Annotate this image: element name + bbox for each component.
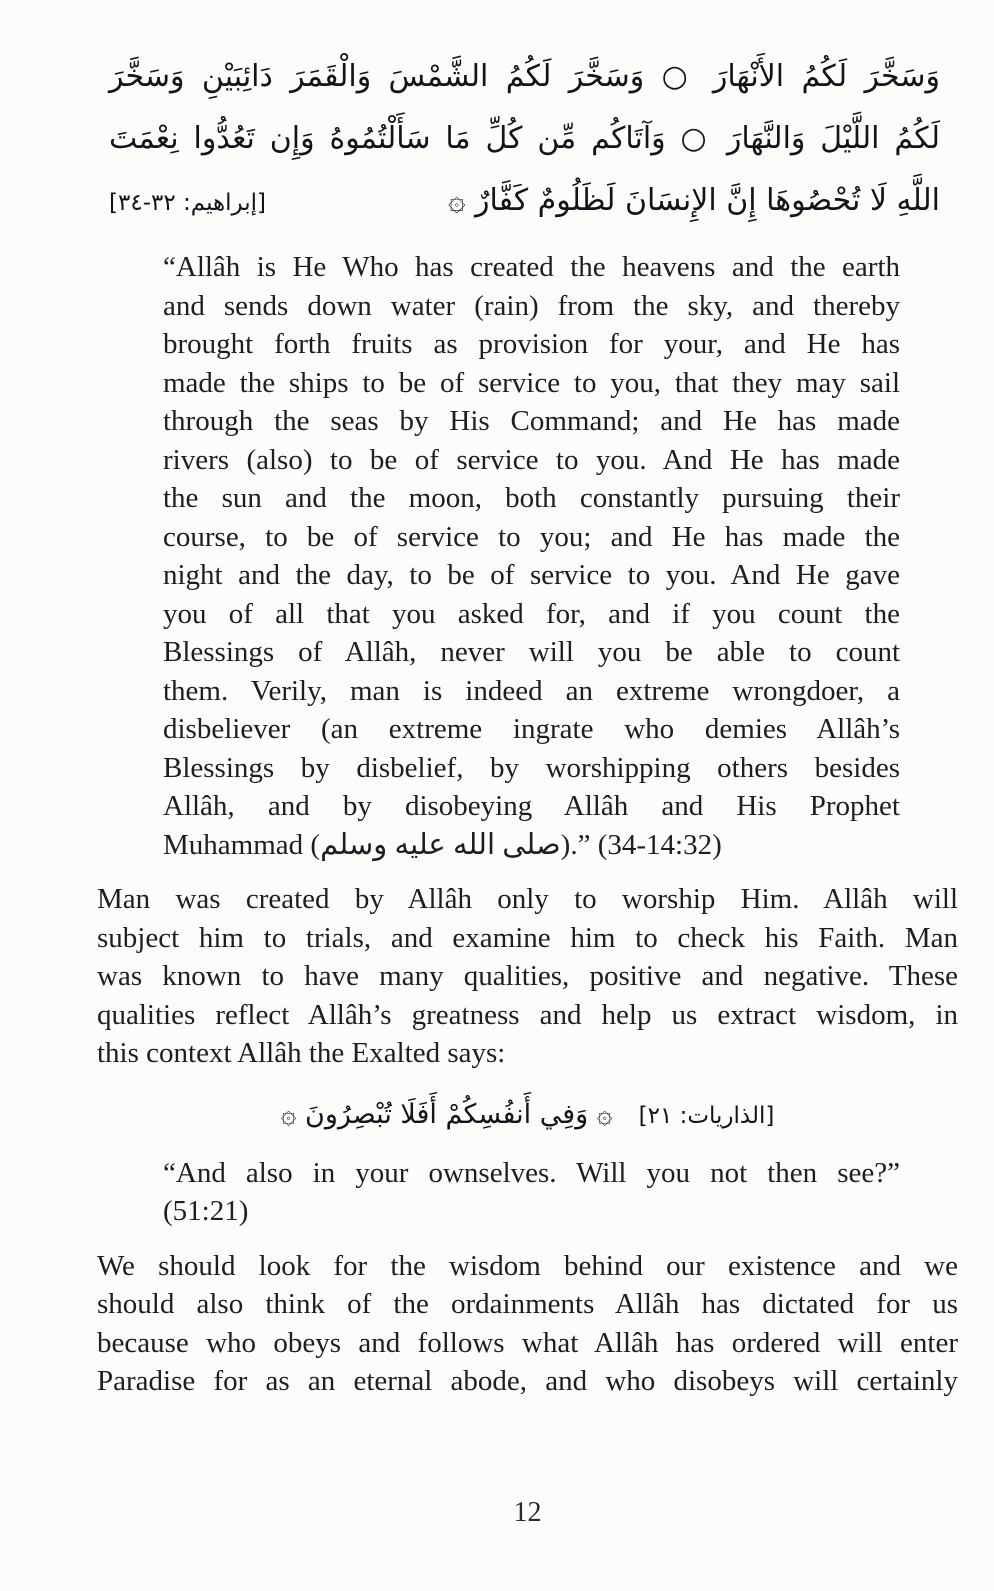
text-line: them. Verily, man is indeed an extreme wrongdoer, a — [163, 674, 900, 707]
text-line: Man was created by Allâh only to worship Him. Allâh will — [97, 883, 958, 915]
text-line: (51:21) — [163, 1195, 249, 1227]
text-line: subject him to trials, and examine him to check his Faith. Man — [97, 921, 958, 954]
text-line: “And also in your ownselves. Will you not then see?” — [163, 1156, 900, 1189]
body-paragraph-1 — [97, 880, 958, 1073]
text-line: was known to have many qualities, positive and negative. These — [97, 960, 958, 992]
text-line: night and the day, to be of service to you. And He gave — [163, 559, 900, 591]
text-line: “Allâh is He Who has created the heavens and the earth — [163, 251, 900, 283]
text-line: this context Allâh the Exalted says: — [97, 1037, 506, 1069]
text-line: Allâh, and by disobeying Allâh and His Prophet — [163, 790, 900, 822]
text-line: course, to be of service to you; and He has made the — [163, 520, 900, 553]
verse-reference-ibrahim: [إبراهيم: ٣٢-٣٤] — [109, 190, 267, 216]
arabic-verse-last-line — [109, 170, 940, 234]
text-line: brought forth fruits as provision for your, and He has — [163, 328, 900, 360]
arabic-verse-lines — [109, 46, 940, 170]
text-line: Muhammad (صلى الله عليه وسلم).” (14:32-34) — [163, 828, 722, 861]
text-line: should also think of the ordainments Allâh has dictated for us — [97, 1288, 958, 1320]
text-line: Blessings by disbelief, by worshipping others besides — [163, 751, 900, 784]
quran-verse-arabic-1 — [109, 46, 940, 234]
verse-reference-dhariyat: [الذاريات: ٢١] — [638, 1102, 775, 1129]
text-line: the sun and the moon, both constantly pursuing their — [163, 482, 900, 514]
text-line: through the seas by His Command; and He has made — [163, 405, 900, 437]
text-line: disbeliever (an extreme ingrate who demies Allâh’s — [163, 713, 900, 745]
body-paragraph-2 — [97, 1247, 958, 1401]
arabic-verse-text: ۞ وَفِي أَنفُسِكُمْ أَفَلَا تُبْصِرُونَ ۞ — [280, 1098, 613, 1130]
translation-quote-2 — [163, 1154, 900, 1231]
text-line: because who obeys and follows what Allâh has ordered will enter — [97, 1326, 958, 1359]
text-line: qualities reflect Allâh’s greatness and help us extract wisdom, in — [97, 998, 958, 1031]
quran-verse-arabic-2 — [97, 1087, 958, 1144]
arabic-verse-text: اللَّهِ لَا تُحْصُوهَا إِنَّ الإِنسَانَ لَظَلُومٌ كَفَّارٌ ۞ — [447, 183, 940, 218]
translation-quote-1 — [163, 248, 900, 864]
text-line: and sends down water (rain) from the sky, and thereby — [163, 289, 900, 322]
text-line: وَسَخَّرَ لَكُمُ الأَنْهَارَ ○ وَسَخَّرَ لَكُمُ الشَّمْسَ وَالْقَمَرَ دَائِبَيْنِ وَسَخَّرَ — [109, 59, 940, 94]
text-line: Paradise for as an eternal abode, and who disobeys will certainly — [97, 1365, 958, 1397]
page-number: 12 — [513, 1496, 542, 1528]
text-line: rivers (also) to be of service to you. And He has made — [163, 443, 900, 476]
text-line: لَكُمُ اللَّيْلَ وَالنَّهَارَ ○ وَآتَاكُم مِّن كُلِّ مَا سَأَلْتُمُوهُ وَإِن تَعُدُّوا نِعْمَتَ — [109, 121, 940, 156]
text-line: you of all that you asked for, and if you count the — [163, 597, 900, 630]
text-line: made the ships to be of service to you, that they may sail — [163, 366, 900, 399]
text-line: Blessings of Allâh, never will you be able to count — [163, 636, 900, 668]
text-line: We should look for the wisdom behind our existence and we — [97, 1249, 958, 1282]
